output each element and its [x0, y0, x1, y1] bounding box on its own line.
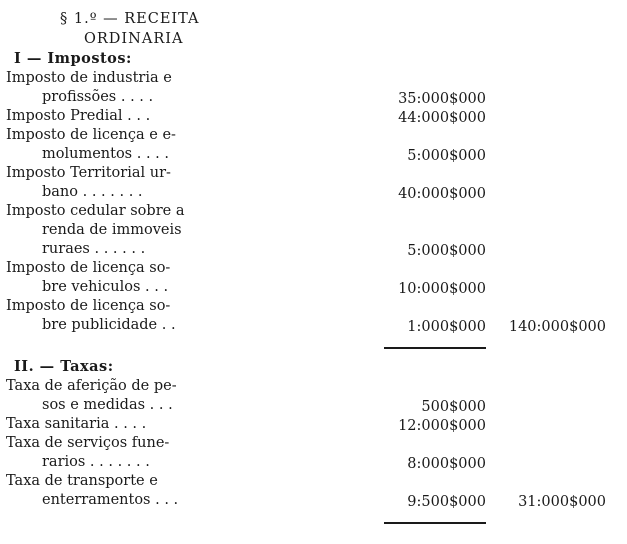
- item-label-line: enterramentos . . .: [42, 492, 179, 508]
- item-label-line: Imposto de licença so-: [6, 298, 171, 314]
- item-label-line: Taxa de transporte e: [6, 473, 158, 489]
- item-label-line: Imposto Territorial ur-: [6, 165, 171, 181]
- item-amount: 35:000$000: [398, 91, 486, 107]
- item-amount: 10:000$000: [398, 281, 486, 297]
- item-label-line: Imposto cedular sobre a: [6, 203, 185, 219]
- item-label-line: Imposto de licença so-: [6, 260, 171, 276]
- item-amount: 8:000$000: [407, 456, 486, 472]
- item-label-line: Imposto de industria e: [6, 70, 172, 86]
- subtotal-rule: [384, 347, 486, 349]
- group-title-taxas: II. — Taxas:: [14, 358, 114, 375]
- item-label-line: ruraes . . . . . .: [42, 241, 146, 257]
- item-amount: 1:000$000: [407, 319, 486, 335]
- item-amount: 5:000$000: [407, 148, 486, 164]
- item-label-line: Imposto Predial . . .: [6, 108, 151, 124]
- section-subheading: ORDINARIA: [84, 31, 184, 47]
- item-amount: 500$000: [421, 399, 486, 415]
- item-label-line: Imposto de licença e e-: [6, 127, 176, 143]
- item-label-line: profissões . . . .: [42, 89, 154, 105]
- item-amount: 9:500$000: [407, 494, 486, 510]
- group-title-impostos: I — Impostos:: [14, 50, 132, 67]
- group-total: 31:000$000: [518, 494, 606, 510]
- item-label-line: Taxa de aferição de pe-: [6, 378, 177, 394]
- item-label-line: renda de immoveis: [42, 222, 182, 238]
- item-label-line: sos e medidas . . .: [42, 397, 173, 413]
- item-amount: 40:000$000: [398, 186, 486, 202]
- group-total: 140:000$000: [508, 319, 606, 335]
- item-label-line: bre vehiculos . . .: [42, 279, 169, 295]
- subtotal-rule: [384, 522, 486, 524]
- item-label-line: molumentos . . . .: [42, 146, 169, 162]
- item-label-line: bre publicidade . .: [42, 317, 176, 333]
- item-label-line: Taxa sanitaria . . . .: [6, 416, 147, 432]
- section-heading: § 1.º — RECEITA: [60, 11, 200, 27]
- item-amount: 44:000$000: [398, 110, 486, 126]
- item-amount: 12:000$000: [398, 418, 486, 434]
- item-label-line: rarios . . . . . . .: [42, 454, 150, 470]
- item-label-line: Taxa de serviços fune-: [6, 435, 170, 451]
- item-amount: 5:000$000: [407, 243, 486, 259]
- item-label-line: bano . . . . . . .: [42, 184, 143, 200]
